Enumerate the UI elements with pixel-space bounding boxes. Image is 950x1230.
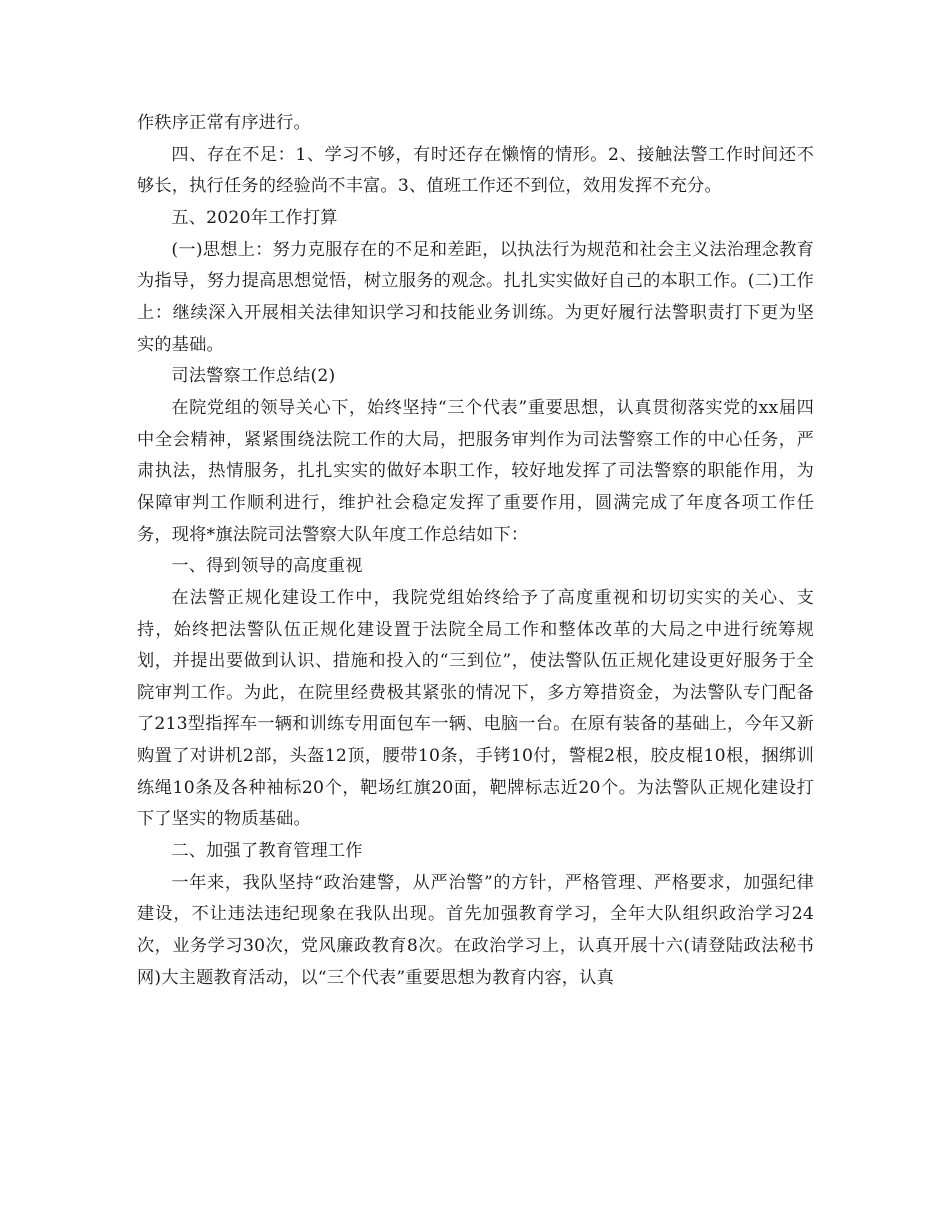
heading-education: 二、加强了教育管理工作 — [171, 841, 363, 862]
heading-leadership: 一、得到领导的高度重视 — [171, 556, 363, 577]
paragraph-intro: 在院党组的领导关心下，始终坚持“三个代表”重要思想，认真贯彻落实党的xx届四中全会精神，紧紧围绕法院工作的大局，把服务审判作为司法警察工作的中心任务，严肃执法，热情服务，扎扎实实的做好本职工作，较好地发挥了司法警察的职能作用，为保障审判工作顺利进行，维护社会稳定发挥了重要作用，圆满完成了年度各项工作任务，现将*旗法院司法警察大队年度工作总结如下： — [137, 397, 814, 545]
document-body — [137, 108, 814, 994]
paragraph-shortcomings: 四、存在不足：1、学习不够，有时还存在懒惰的情形。2、接触法警工作时间还不够长，执行任务的经验尚不丰富。3、值班工作还不到位，效用发挥不充分。 — [137, 144, 814, 197]
paragraph-continuation: 作秩序正常有序进行。 — [137, 113, 311, 133]
paragraph-education: 一年来，我队坚持“政治建警，从严治警”的方针，严格管理、严格要求，加强纪律建设，不让违法违纪现象在我队出现。首先加强教育学习，全年大队组织政治学习24次，业务学习30次，党风廉政教育8次。在政治学习上，认真开展十六(请登陆政法秘书网)大主题教育活动，以“三个代表”重要思想为教育内容，认真 — [137, 872, 814, 988]
heading-summary-2: 司法警察工作总结(2) — [171, 366, 336, 387]
heading-work-plan: 五、2020年工作打算 — [171, 207, 338, 228]
paragraph-work-plan: (一)思想上：努力克服存在的不足和差距，以执法行为规范和社会主义法治理念教育为指导，努力提高思想觉悟，树立服务的观念。扎扎实实做好自己的本职工作。(二)工作上：继续深入开展相关法律知识学习和技能业务训练。为更好履行法警职责打下更为坚实的基础。 — [137, 239, 814, 355]
paragraph-leadership: 在法警正规化建设工作中，我院党组始终给予了高度重视和切切实实的关心、支持，始终把法警队伍正规化建设置于法院全局工作和整体改革的大局之中进行统筹规划，并提出要做到认识、措施和投入的“三到位”，使法警队伍正规化建设更好服务于全院审判工作。为此，在院里经费极其紧张的情况下，多方筹措资金，为法警队专门配备了213型指挥车一辆和训练专用面包车一辆、电脑一台。在原有装备的基础上，今年又新购置了对讲机2部，头盔12顶，腰带10条，手铐10付，警棍2根，胶皮棍10根，捆绑训练绳10条及各种袖标20个，靶场红旗20面，靶牌标志近20个。为法警队正规化建设打下了坚实的物质基础。 — [137, 587, 814, 830]
